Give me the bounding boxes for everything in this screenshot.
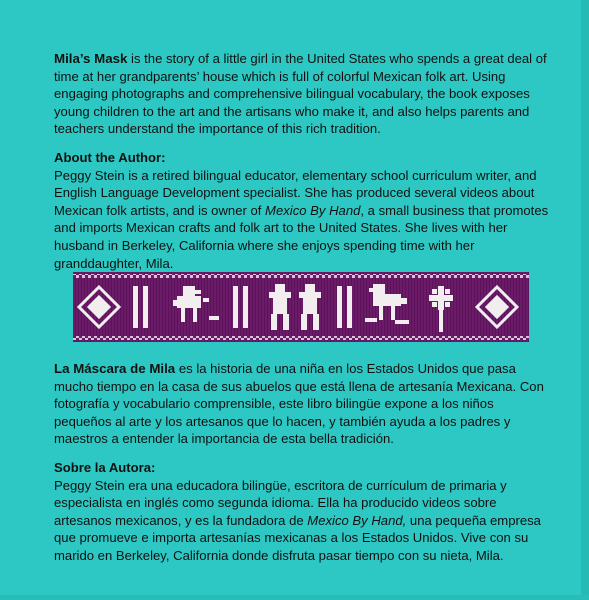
intro-paragraph-spanish	[54, 360, 554, 448]
book-title: Mila’s Mask	[54, 51, 128, 66]
book-title-spanish: La Máscara de Mila	[54, 361, 176, 376]
intro-paragraph	[54, 50, 554, 138]
cover-edge	[581, 0, 589, 600]
about-author-section-spanish	[54, 459, 554, 565]
textile-image	[73, 272, 529, 342]
intro-text-spanish: es la historia de una niña en los Estados Unidos que pasa mucho tiempo en la casa de sus abuelos que está llena de artesanía Mexicana. Con fotografía y vocabulario comprensible, este libro bilingüe expone a los niños pequeños al arte y los artesanos que lo hacen, y también ayuda a los padres y maestros a entender la importancia de esta bella tradición.	[54, 361, 544, 447]
about-author-section	[54, 149, 554, 272]
about-author-text-spanish-1: Peggy Stein era una educadora bilingüe, escritora de currículum de primaria y especialista en inglés como segunda idioma. Ella ha producido videos sobre artesanos mexicanos, y es la fundadora de	[54, 477, 507, 528]
about-author-text-spanish-2: una pequeña empresa que promueve e importa artesanías mexicanas a los Estados Unidos. Vive con su marido en Berkeley, California donde disfruta pasar tiempo con su nieta, Mila.	[54, 512, 541, 563]
woven-textile-band	[73, 272, 529, 342]
about-author-text-2: , a small business that promotes and imports Mexican crafts and folk art to the United States. She lives with her husband in Berkeley, California where she enjoys spending time with her granddaughter, Mila.	[54, 202, 549, 271]
intro-text: is the story of a little girl in the United States who spends a great deal of time at her grandparents’ house which is full of colorful Mexican folk art. Using engaging photographs and comprehensive bilingual vocabulary, the book exposes young children to the art and the artisans who make it, and also helps parents and teachers understand the importance of this rich tradition.	[54, 51, 547, 137]
business-name-spanish: Mexico By Hand,	[307, 512, 407, 528]
business-name: Mexico By Hand	[265, 202, 361, 218]
about-author-text-1: Peggy Stein is a retired bilingual educator, elementary school curriculum writer, and English Language Development specialist. She has produced several videos about Mexican folk artists, and is owner of	[54, 167, 537, 218]
cover-bottom-edge	[0, 595, 589, 600]
about-author-heading-spanish: Sobre la Autora:	[54, 460, 156, 475]
about-author-heading: About the Author:	[54, 150, 166, 165]
